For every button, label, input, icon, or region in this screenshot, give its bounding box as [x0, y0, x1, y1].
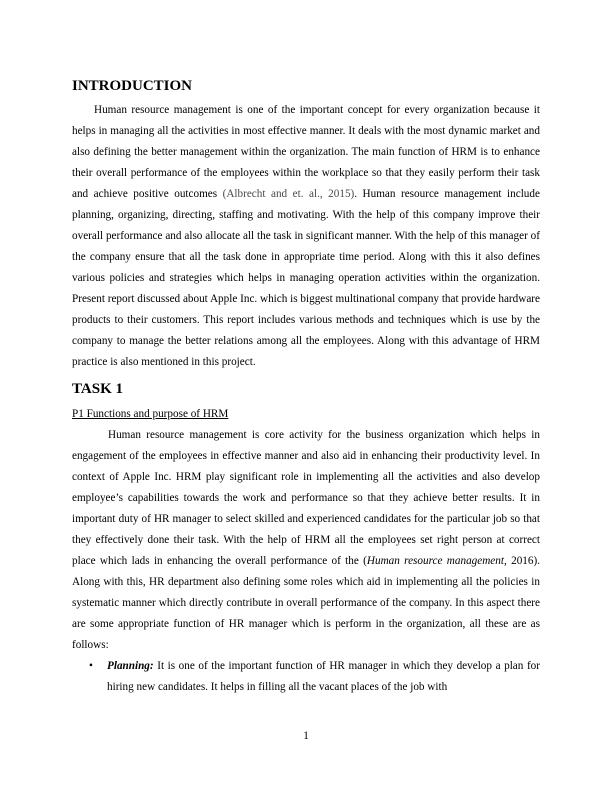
- task1-paragraph: [72, 425, 540, 656]
- intro-text-part1: Human resource management is one of the important concept for every organization because it helps in managing all the activities in most effective manner. It deals with the most dynamic market and also defining the better management within the organization. The main function of HRM is to enhance their overall performance of the employees within the workplace so that they easily perform their task and achieve positive outcomes: [72, 104, 540, 200]
- task1-citation: Human resource management,: [366, 555, 507, 567]
- intro-text-part2: . Human resource management include planning, organizing, directing, staffing and motivating. With the help of this company improve their overall performance and also allocate all the task in significant manner. With the help of this manager of the company ensure that all the task done in appropriate time period. Along with this it also defines various policies and strategies which helps in managing operation activities within the organization. Present report discussed about Apple Inc. which is biggest multinational company that provide hardware products to their customers. This report includes various methods and techniques which is use by the company to manage the better relations among all the employees. Along with this advantage of HRM practice is also mentioned in this project.: [72, 188, 540, 368]
- list-item-term: Planning:: [107, 660, 154, 672]
- page-number: 1: [303, 730, 309, 742]
- task1-heading: TASK 1: [72, 381, 123, 397]
- bullet-icon: •: [89, 660, 93, 672]
- introduction-heading: INTRODUCTION: [72, 78, 193, 94]
- task1-text-part2: 2016). Along with this, HR department also defining some roles which aid in implementing all the policies in systematic manner which directly contribute in overall performance of the company. In this aspect there are some appropriate function of HR manager which is perform in the organization, all these are as follows:: [72, 555, 540, 651]
- list-item-text: It is one of the important function of HR manager in which they develop a plan for hiring new candidates. It helps in filling all the vacant places of the job with: [107, 660, 540, 693]
- list-item: [72, 656, 540, 698]
- task1-text-part1: Human resource management is core activity for the business organization which helps in engagement of the employees in effective manner and also aid in enhancing their productivity level. In context of Apple Inc. HRM play significant role in implementing all the activities and also develop employee’s capabilities towards the work and performance so that they achieve better results. It in important duty of HR manager to select skilled and experienced candidates for the particular job so that they effectively done their task. With the help of HRM all the employees set right person at correct place which lads in enhancing the overall performance of the (: [72, 429, 540, 567]
- function-list: [72, 656, 540, 698]
- task1-subheading: P1 Functions and purpose of HRM: [72, 408, 229, 420]
- document-page: [72, 76, 540, 698]
- intro-citation: (Albrecht and et. al., 2015): [222, 188, 355, 200]
- introduction-paragraph: [72, 100, 540, 373]
